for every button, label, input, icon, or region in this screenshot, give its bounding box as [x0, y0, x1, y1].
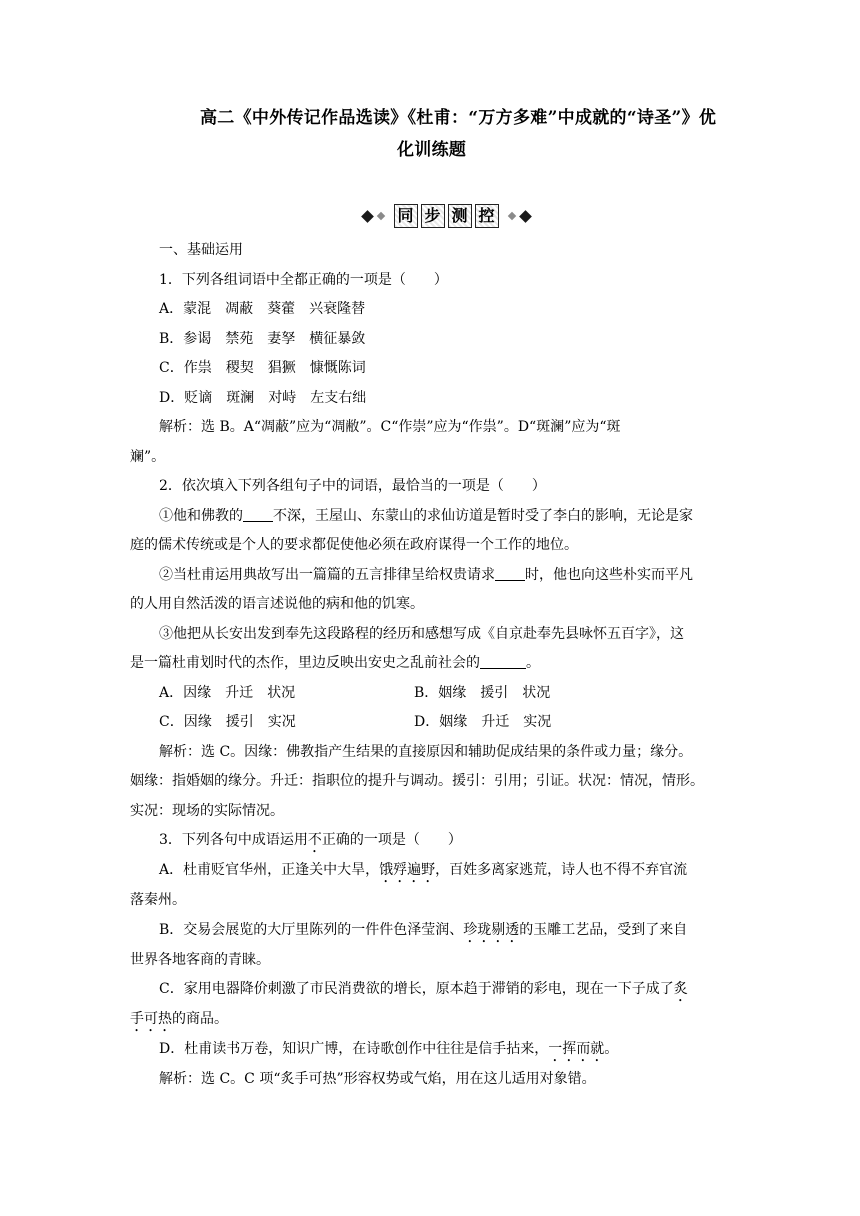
question-3-stem — [130, 826, 732, 856]
question-2-option-a: A．因缘 升迁 状况 — [159, 684, 296, 701]
question-3-option-d — [130, 1035, 732, 1065]
question-2-sentence-1 — [130, 502, 732, 532]
idiom-emphasis: 饿殍遍野 — [379, 862, 436, 878]
question-2-analysis-cont: 姻缘：指婚姻的缘分。升迁：指职位的提升与调动。援引：引用；引证。状况：情况，情形。 — [130, 773, 704, 789]
option-text: A．杜甫贬官华州，正逢关中大旱， — [159, 862, 380, 878]
question-3-analysis: 解析：选 C。C 项“炙手可热”形容权势或气焰，用在这儿适用对象错。 — [159, 1071, 596, 1087]
question-1-stem: 1．下列各组词语中全都正确的一项是（ ） — [159, 271, 448, 288]
question-2-option-b: B．姻缘 援引 状况 — [414, 684, 551, 701]
idiom-emphasis: 珍珑剔透 — [463, 921, 520, 938]
section-banner — [355, 203, 537, 229]
question-2-options-row-1 — [130, 679, 732, 709]
question-3-option-c-cont — [130, 1005, 732, 1035]
banner-char: 控 — [475, 204, 499, 228]
sentence-text: 是一篇杜甫划时代的杰作，里边反映出安史之乱前社会的 — [130, 655, 480, 671]
diamond-icon — [519, 210, 532, 223]
sentence-text: ①他和佛教的 — [159, 507, 243, 524]
stem-text: 正确的一项是（ ） — [321, 832, 462, 848]
question-2-options-row-2 — [130, 708, 732, 738]
question-2-sentence-2-cont: 的人用自然活泼的语言述说他的病和他的饥寒。 — [130, 596, 424, 612]
question-2-analysis-cont: 实况：现场的实际情况。 — [130, 802, 284, 819]
banner-char: 测 — [448, 204, 472, 228]
diamond-small-icon — [507, 212, 515, 220]
question-2-analysis: 解析：选 C。因缘：佛教指产生结果的直接原因和辅助促成结果的条件或力量；缘分。 — [159, 743, 693, 760]
question-2-option-c: C．因缘 援引 实况 — [159, 714, 296, 730]
question-2-stem: 2．依次填入下列各组句子中的词语，最恰当的一项是（ ） — [159, 478, 546, 494]
question-2-sentence-1-cont: 庭的儒术传统或是个人的要求都促使他必须在政府谋得一个工作的地位。 — [130, 537, 578, 553]
section-heading: 一、基础运用 — [159, 242, 243, 258]
banner-char: 步 — [421, 204, 445, 228]
question-1-analysis-cont: 斓”。 — [130, 448, 166, 465]
idiom-emphasis: 炙 — [673, 981, 688, 997]
question-2-option-d: D．姻缘 升迁 实况 — [414, 714, 552, 730]
option-text: 的玉雕工艺品，受到了来自 — [519, 921, 688, 938]
question-3-option-b — [130, 916, 732, 946]
question-1-option-d: D．贬谪 斑澜 对峙 左支右绌 — [159, 389, 367, 406]
question-2-sentence-3: ③他把从长安出发到奉先这段路程的经历和感想写成《自京赴奉先县咏怀五百字》，这 — [159, 625, 684, 642]
sentence-text: 。 — [526, 655, 540, 671]
question-3-option-a-cont: 落秦州。 — [130, 892, 186, 908]
option-text: 。 — [604, 1041, 619, 1057]
document-body — [130, 236, 732, 1095]
idiom-emphasis: 手可热 — [130, 1011, 172, 1027]
document-title — [200, 102, 740, 166]
fill-blank — [243, 507, 273, 522]
question-1-analysis: 解析：选 B。A“凋蔽”应为“凋敝”。C“作崇”应为“作祟”。D“斑澜”应为“斑 — [159, 419, 621, 435]
question-2-sentence-2 — [130, 561, 732, 591]
emphasis-text: 不 — [307, 832, 322, 848]
diamond-icon — [361, 210, 374, 223]
option-text: D．杜甫读书万卷，知识广博，在诗歌创作中往往是信手拈来， — [159, 1041, 549, 1057]
fill-blank — [480, 654, 526, 669]
option-text: ，百姓多离家逃荒，诗人也不得不弃官流 — [435, 862, 688, 878]
title-line-2: 化训练题 — [397, 140, 467, 160]
sentence-text: 不深，王屋山、东蒙山的求仙访道是暂时受了李白的影响，无论是家 — [273, 507, 693, 524]
question-1-option-a: A．蒙混 凋蔽 葵藿 兴衰隆替 — [159, 301, 366, 317]
diamond-small-icon — [376, 212, 384, 220]
idiom-emphasis: 一挥而就 — [548, 1041, 605, 1057]
option-text: B．交易会展览的大厅里陈列的一件件色泽莹润、 — [159, 921, 464, 938]
banner-title — [394, 204, 499, 228]
fill-blank — [495, 566, 525, 581]
option-text: 的商品。 — [172, 1011, 228, 1027]
question-3-option-a — [130, 856, 732, 886]
sentence-text: ②当杜甫运用典故写出一篇篇的五言排律呈给权贵请求 — [159, 566, 495, 583]
question-2-sentence-3-cont — [130, 649, 732, 679]
title-line-1: 高二《中外传记作品选读》《杜甫：“万方多难”中成就的“诗圣”》优 — [200, 108, 717, 128]
question-1-option-c: C．作祟 稷契 猖獗 慷慨陈词 — [159, 360, 366, 376]
question-3-option-c — [130, 975, 732, 1005]
stem-text: 3．下列各句中成语运用 — [159, 832, 308, 848]
banner-char: 同 — [394, 204, 418, 228]
question-1-option-b: B．参谒 禁苑 妻孥 横征暴敛 — [159, 330, 366, 347]
option-text: C．家用电器降价刺激了市民消费欲的增长，原本趋于滞销的彩电，现在一下子成了 — [159, 981, 674, 997]
question-3-option-b-cont: 世界各地客商的青睐。 — [130, 951, 270, 968]
sentence-text: 时，他也向这些朴实而平凡 — [525, 566, 693, 583]
